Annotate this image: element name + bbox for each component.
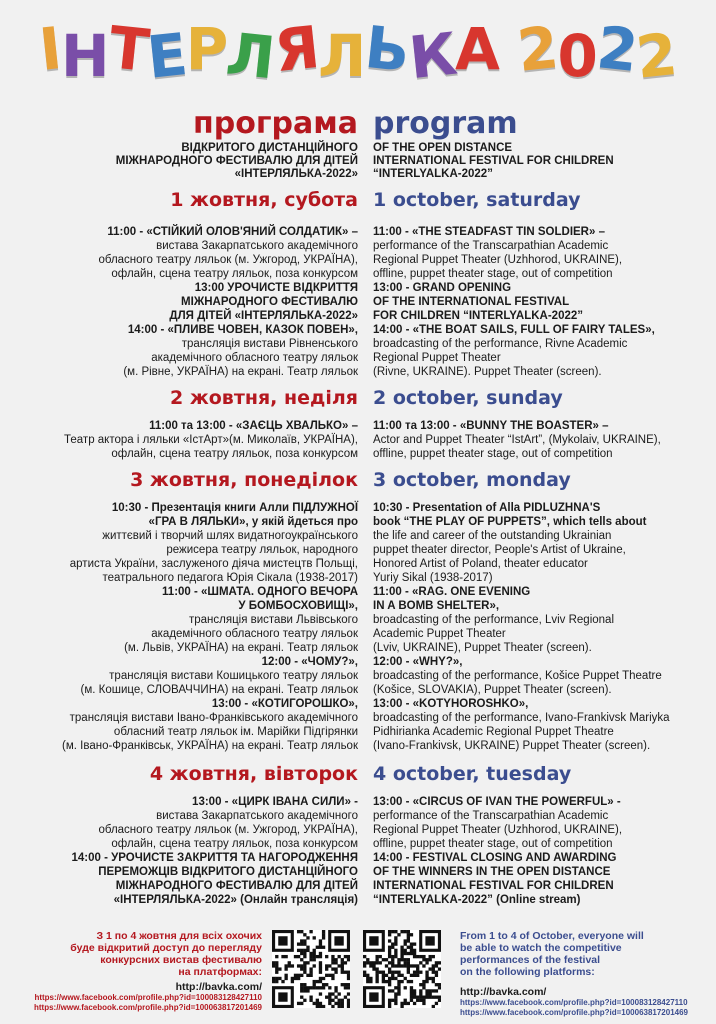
event-line: Pidhirianka Academic Regional Puppet Theatre	[373, 726, 614, 738]
bavka-link[interactable]: http://bavka.com/	[460, 986, 547, 998]
event-line: 14:00 - «ПЛИВЕ ЧОВЕН, КАЗОК ПОВЕН»,	[127, 324, 358, 336]
day-events	[8, 419, 358, 461]
event-line: офлайн, сцена театру ляльок, поза конкурсом	[111, 268, 358, 280]
event-line: «ГРА В ЛЯЛЬКИ», у якій йдеться про	[148, 516, 358, 528]
logo-letter: 2	[514, 13, 561, 85]
facebook-link[interactable]: https://www.facebook.com/profile.php?id=100083128427110	[460, 998, 688, 1007]
day-heading: 4 жовтня, вівторок	[149, 763, 358, 785]
event-line: ПЕРЕМОЖЦІВ ВІДКРИТОГО ДИСТАНЦІЙНОГО	[98, 866, 358, 878]
event-line: 11:00 та 13:00 - «ЗАЄЦЬ ХВАЛЬКО» –	[149, 420, 358, 432]
event-line: Honored Artist of Poland, theater educator	[373, 558, 588, 570]
subtitle-line: INTERNATIONAL FESTIVAL FOR CHILDREN	[373, 155, 614, 167]
logo-letter: Н	[61, 22, 109, 90]
event-line: 14:00 - FESTIVAL CLOSING AND AWARDING	[373, 852, 617, 864]
day-events	[8, 501, 358, 753]
event-line: 14:00 - УРОЧИСТЕ ЗАКРИТТЯ ТА НАГОРОДЖЕННЯ	[71, 852, 358, 864]
event-line: обласний театр ляльок ім. Марійки Підгірянки	[113, 726, 358, 738]
event-line: 13:00 УРОЧИСТЕ ВІДКРИТТЯ	[194, 282, 358, 294]
event-line: 11:00 - «RAG. ONE EVENING	[373, 586, 531, 598]
event-line: обласного театру ляльок (м. Ужгород, УКРАЇНА),	[98, 824, 358, 836]
logo-letter: Т	[105, 13, 151, 85]
event-line: 10:30 - Presentation of Alla PIDLUZHNA'S	[373, 502, 601, 514]
event-line: offline, puppet theater stage, out of competition	[373, 838, 613, 850]
event-line: офлайн, сцена театру ляльок, поза конкурсом	[111, 448, 358, 460]
subtitle-line: “INTERLYALKA-2022”	[373, 168, 493, 180]
event-line: 13:00 - «KOTYHOROSHKO»,	[373, 698, 529, 710]
event-line: (м. Рівне, УКРАЇНА) на екрані. Театр ляльок	[123, 366, 358, 378]
event-line: 12:00 - «ЧОМУ?»,	[261, 656, 358, 668]
subtitle-line: «ІНТЕРЛЯЛЬКА-2022»	[234, 168, 358, 180]
event-line: обласного театру ляльок (м. Ужгород, УКРАЇНА),	[98, 254, 358, 266]
event-line: (м. Івано-Франківськ, УКРАЇНА) на екрані. Театр ляльок	[62, 740, 358, 752]
logo-letter: 2	[633, 20, 680, 92]
ukrainian-program-column	[8, 108, 358, 907]
event-line: театрального педагога Юрія Сікала (1938-2017)	[102, 572, 358, 584]
footer-line: буде відкритий доступ до перегляду	[70, 942, 262, 954]
event-line: трансляція вистави Львівського	[188, 614, 358, 626]
event-line: puppet theater director, People's Artist of Ukraine,	[373, 544, 626, 556]
event-line: 13:00 - «CIRCUS OF IVAN THE POWERFUL» -	[373, 796, 621, 808]
event-line: артиста України, заслуженого діяча мистецтв Польщі,	[69, 558, 358, 570]
day-heading: 3 жовтня, понеділок	[130, 469, 358, 491]
logo-letter: Р	[185, 15, 228, 83]
event-line: performance of the Transcarpathian Academic	[373, 810, 609, 822]
day-heading: 2 october, sunday	[373, 387, 563, 409]
event-line: Actor and Puppet Theater “IstArt”, (Mykolaiv, UKRAINE),	[373, 434, 661, 446]
logo-letter: Л	[318, 22, 366, 90]
event-line: Regional Puppet Theater (Uzhhorod, UKRAINE),	[373, 254, 623, 266]
event-line: 10:30 - Презентація книги Алли ПІДЛУЖНОЇ	[111, 502, 358, 514]
qr-code[interactable]	[272, 930, 350, 1008]
program-title-en: program	[373, 106, 518, 141]
event-line: трансляція вистави Кошицького театру ляльок	[109, 670, 358, 682]
event-line: 12:00 - «WHY?»,	[373, 656, 463, 668]
program-title-uk: програма	[193, 106, 358, 141]
event-line: broadcasting of the performance, Košice Puppet Theatre	[373, 670, 662, 682]
footer-line: From 1 to 4 of October, everyone will	[460, 930, 644, 942]
program-subtitle-en	[373, 142, 716, 181]
subtitle-line: ВІДКРИТОГО ДИСТАНЦІЙНОГО	[181, 142, 358, 154]
event-line: вистава Закарпатського академічного	[156, 810, 358, 822]
event-line: offline, puppet theater stage, out of competition	[373, 268, 613, 280]
event-line: Regional Puppet Theater (Uzhhorod, UKRAINE),	[373, 824, 623, 836]
event-line: broadcasting of the performance, Ivano-Frankivsk Mariyka	[373, 712, 670, 724]
day-events	[373, 419, 716, 461]
event-line: Academic Puppet Theater	[373, 628, 506, 640]
event-line: (Ivano-Frankivsk, UKRAINE) Puppet Theater (screen).	[373, 740, 651, 752]
event-line: трансляція вистави Івано-Франківського академічного	[69, 712, 358, 724]
logo-letter: Ь	[362, 12, 413, 86]
day-heading: 4 october, tuesday	[373, 763, 572, 785]
day-heading: 1 жовтня, субота	[170, 189, 358, 211]
qr-pattern	[363, 930, 441, 1008]
event-line: 13:00 - GRAND OPENING	[373, 282, 512, 294]
event-line: 11:00 - «СТІЙКИЙ ОЛОВ'ЯНИЙ СОЛДАТИК» –	[107, 226, 358, 238]
event-line: життєвий і творчий шлях видатногоукраїнського	[102, 530, 358, 542]
logo-letter: Я	[270, 12, 322, 86]
event-line: 14:00 - «THE BOAT SAILS, FULL OF FAIRY TALES»,	[373, 324, 655, 336]
day-events	[373, 501, 716, 753]
event-line: 11:00 - «THE STEADFAST TIN SOLDIER» –	[373, 226, 605, 238]
footer-line: on the following platforms:	[460, 966, 595, 978]
logo-letter: 2	[593, 13, 640, 85]
logo-letter: І	[36, 14, 65, 84]
footer-line: be able to watch the competitive	[460, 942, 622, 954]
event-line: У БОМБОСХОВИЩІ»,	[238, 600, 358, 612]
event-line: офлайн, сцена театру ляльок, поза конкурсом	[111, 838, 358, 850]
logo-letter: Л	[223, 19, 278, 93]
day-heading: 2 жовтня, неділя	[170, 387, 358, 409]
event-line: OF THE INTERNATIONAL FESTIVAL	[373, 296, 570, 308]
footer-en	[460, 930, 710, 1018]
program-subtitle-uk	[8, 142, 358, 181]
event-line: «ІНТЕРЛЯЛЬКА-2022» (Онлайн трансляція)	[113, 894, 358, 906]
event-line: 11:00 - «ШМАТА. ОДНОГО ВЕЧОРА	[162, 586, 358, 598]
event-line: ДЛЯ ДІТЕЙ «ІНТЕРЛЯЛЬКА-2022»	[169, 310, 358, 322]
event-line: вистава Закарпатського академічного	[156, 240, 358, 252]
footer-uk	[28, 930, 262, 1013]
event-line: Yuriy Sikal (1938-2017)	[373, 572, 493, 584]
event-line: (Lviv, UKRAINE), Puppet Theater (screen).	[373, 642, 592, 654]
logo-letter: А	[455, 15, 499, 83]
event-line: broadcasting of the performance, Rivne Academic	[373, 338, 628, 350]
footer-line: З 1 по 4 жовтня для всіх охочих	[96, 930, 262, 942]
event-line: book “THE PLAY OF PUPPETS”, which tells about	[373, 516, 647, 528]
logo-letter: К	[405, 19, 459, 93]
event-line: performance of the Transcarpathian Academic	[373, 240, 609, 252]
event-line: OF THE WINNERS IN THE OPEN DISTANCE	[373, 866, 611, 878]
event-line: (м. Кошице, СЛОВАЧЧИНА) на екрані. Театр ляльок	[80, 684, 358, 696]
qr-code[interactable]	[363, 930, 441, 1008]
event-line: академічного обласного театру ляльок	[151, 352, 358, 364]
qr-pattern	[272, 930, 350, 1008]
event-line: IN A BOMB SHELTER»,	[373, 600, 500, 612]
event-line: Театр актора і ляльки «ІстАрт»(м. Миколаїв, УКРАЇНА),	[64, 434, 358, 446]
event-line: INTERNATIONAL FESTIVAL FOR CHILDREN	[373, 880, 614, 892]
event-line: академічного обласного театру ляльок	[151, 628, 358, 640]
event-line: 11:00 та 13:00 - «BUNNY THE BOASTER» –	[373, 420, 609, 432]
subtitle-line: МІЖНАРОДНОГО ФЕСТИВАЛЮ ДЛЯ ДІТЕЙ	[115, 155, 358, 167]
logo-letter: 0	[557, 22, 597, 90]
facebook-link[interactable]: https://www.facebook.com/profile.php?id=100063817201469	[33, 1003, 262, 1012]
bavka-link[interactable]: http://bavka.com/	[175, 981, 262, 993]
event-line: (Rivne, UKRAINE). Puppet Theater (screen).	[373, 366, 602, 378]
day-events	[373, 225, 716, 379]
event-line: МІЖНАРОДНОГО ФЕСТИВАЛЮ ДЛЯ ДІТЕЙ	[115, 880, 358, 892]
day-events	[8, 225, 358, 379]
facebook-link[interactable]: https://www.facebook.com/profile.php?id=100083128427110	[34, 993, 262, 1002]
day-events	[373, 795, 716, 907]
event-line: (м. Львів, УКРАЇНА) на екрані. Театр ляльок	[124, 642, 358, 654]
subtitle-line: OF THE OPEN DISTANCE	[373, 142, 513, 154]
footer-line: конкурсних вистав фестивалю	[100, 954, 262, 966]
event-line: offline, puppet theater stage, out of competition	[373, 448, 613, 460]
day-heading: 3 october, monday	[373, 469, 571, 491]
event-line: FOR CHILDREN “INTERLYALKA-2022”	[373, 310, 584, 322]
event-line: broadcasting of the performance, Lviv Regional	[373, 614, 615, 626]
day-events	[8, 795, 358, 907]
event-line: (Košice, SLOVAKIA), Puppet Theater (screen).	[373, 684, 612, 696]
event-line: режисера театру ляльок, народного	[166, 544, 358, 556]
event-line: “INTERLYALKA-2022” (Online stream)	[373, 894, 581, 906]
logo-letter: Е	[144, 20, 190, 92]
event-line: the life and career of the outstanding Ukrainian	[373, 530, 612, 542]
event-line: 13:00 - «КОТИГОРОШКО»,	[211, 698, 358, 710]
event-line: Regional Puppet Theater	[373, 352, 501, 364]
day-heading: 1 october, saturday	[373, 189, 581, 211]
event-line: трансляція вистави Рівненського	[181, 338, 358, 350]
event-line: 13:00 - «ЦИРК ІВАНА СИЛИ» -	[192, 796, 358, 808]
festival-logo	[0, 12, 716, 92]
footer-line: performances of the festival	[460, 954, 601, 966]
event-line: МІЖНАРОДНОГО ФЕСТИВАЛЮ	[181, 296, 358, 308]
facebook-link[interactable]: https://www.facebook.com/profile.php?id=100063817201469	[460, 1008, 689, 1017]
english-program-column	[373, 108, 716, 907]
footer-line: на платформах:	[178, 966, 262, 978]
